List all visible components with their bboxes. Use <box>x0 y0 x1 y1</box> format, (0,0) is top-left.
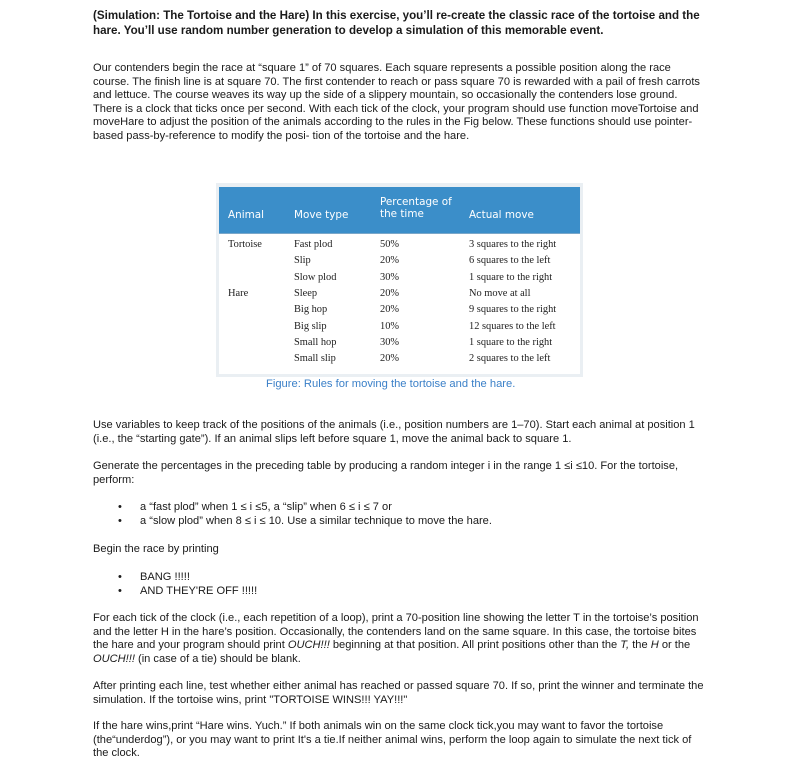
table-row <box>219 302 580 318</box>
cell-actual: 1 square to the right <box>469 271 553 283</box>
cell-move: Small slip <box>294 353 336 365</box>
bullet-icon: • <box>118 585 122 597</box>
cell-move: Big slip <box>294 320 327 332</box>
list-item-text: a “fast plod” when 1 ≤ i ≤5, a “slip” when 6 ≤ i ≤ 7 or <box>140 501 392 513</box>
cell-actual: 12 squares to the left <box>469 320 556 332</box>
cell-actual: 1 square to the right <box>469 336 553 348</box>
cell-percent: 20% <box>380 287 400 299</box>
cell-percent: 20% <box>380 255 400 267</box>
cell-move: Small hop <box>294 336 337 348</box>
table-row <box>219 237 580 253</box>
table-row <box>219 270 580 286</box>
cell-animal: Hare <box>228 287 249 299</box>
cell-actual: 6 squares to the left <box>469 255 551 267</box>
list-item-text: AND THEY'RE OFF !!!!! <box>140 585 258 597</box>
variables-paragraph: Use variables to keep track of the positions of the animals (i.e., position numbers are 1–70). Start each animal at position 1 (i.e., the “starting gate”). If an animal slips left before square 1, move the animal back to square 1. <box>93 419 695 445</box>
table-row <box>219 286 580 302</box>
figure-caption: Figure: Rules for moving the tortoise and the hare. <box>266 378 516 390</box>
table-header <box>219 187 580 233</box>
bullet-icon: • <box>118 571 122 583</box>
begin-paragraph: Begin the race by printing <box>93 543 219 555</box>
cell-actual: 9 squares to the right <box>469 304 557 316</box>
cell-actual: No move at all <box>469 287 531 299</box>
tortoise-rules-list <box>93 500 708 528</box>
clock-paragraph: There is a clock that ticks once per second. With each tick of the clock, your program should use function moveTortoise and moveHare to adjust the position of the animals according to the rules in the Fig below. These functions should use pointer-based pass-by-reference to modify the posi- tion of the tortoise and the hare. <box>93 102 699 142</box>
cell-actual: 3 squares to the right <box>469 239 557 250</box>
start-output-list <box>93 570 708 598</box>
exercise-heading: (Simulation: The Tortoise and the Hare) In this exercise, you’ll re-create the classic race of the tortoise and the hare. You’ll use random number generation to develop a simulation of this memorable event. <box>93 9 700 37</box>
table-row <box>219 335 580 351</box>
cell-percent: 30% <box>380 336 400 348</box>
rules-table <box>216 183 583 377</box>
bullet-icon: • <box>118 501 122 513</box>
cell-percent: 50% <box>380 239 400 250</box>
header-move-type: Move type <box>294 209 349 221</box>
list-item <box>93 570 708 584</box>
cell-animal: Tortoise <box>228 239 262 250</box>
table-row <box>219 351 580 367</box>
list-item-text: BANG !!!!! <box>140 571 190 583</box>
intro-section <box>93 62 708 144</box>
after-paragraph: After printing each line, test whether either animal has reached or passed square 70. If so, print the winner and terminate the simulation. If the tortoise wins, print "TORTOISE WINS!!! YAY!!!" <box>93 680 704 706</box>
cell-move: Slow plod <box>294 271 337 283</box>
generate-paragraph: Generate the percentages in the preceding table by producing a random integer i in the range 1 ≤i ≤10. For the tortoise, perform: <box>93 460 679 486</box>
cell-move: Fast plod <box>294 239 333 250</box>
list-item <box>93 500 708 514</box>
hare-wins-paragraph: If the hare wins,print “Hare wins. Yuch.” If both animals win on the same clock tick,you may want to favor the tortoise (the“underdog”), or you may want to print It's a tie.If neither animal wins, perform the loop again to simulate the next tick of the clock. <box>93 720 692 760</box>
cell-move: Sleep <box>294 287 318 299</box>
cell-move: Slip <box>294 255 311 267</box>
table-row <box>219 253 580 269</box>
list-item-text: a “slow plod” when 8 ≤ i ≤ 10. Use a similar technique to move the hare. <box>140 515 492 527</box>
header-percent: Percentage of the time <box>380 196 452 220</box>
bullet-icon: • <box>118 515 122 527</box>
table-body <box>219 233 580 374</box>
table-row <box>219 319 580 335</box>
list-item <box>93 584 708 598</box>
tick-paragraph: For each tick of the clock (i.e., each repetition of a loop), print a 70-position line showing the letter T in the tortoise’s position and the letter H in the hare’s position. Occasionally, the contenders land on the same square. In this case, the tortoise bites the hare and your program should print OUCH!!! beginning at that position. All print positions other than the T, the H or the OUCH!!! (in case of a tie) should be blank. <box>93 612 699 665</box>
list-item <box>93 514 708 528</box>
header-animal: Animal <box>228 209 264 221</box>
cell-percent: 30% <box>380 271 400 283</box>
cell-percent: 20% <box>380 353 400 365</box>
cell-move: Big hop <box>294 304 328 316</box>
cell-percent: 20% <box>380 304 400 316</box>
intro-paragraph: Our contenders begin the race at “square 1” of 70 squares. Each square represents a possible position along the race course. The finish line is at square 70. The first contender to reach or pass square 70 is rewarded with a pail of fresh carrots and lettuce. The course weaves its way up the side of a slippery mountain, so occasionally the contenders lose ground. <box>93 62 700 102</box>
header-actual-move: Actual move <box>469 209 534 221</box>
cell-percent: 10% <box>380 320 400 332</box>
cell-actual: 2 squares to the left <box>469 353 551 365</box>
